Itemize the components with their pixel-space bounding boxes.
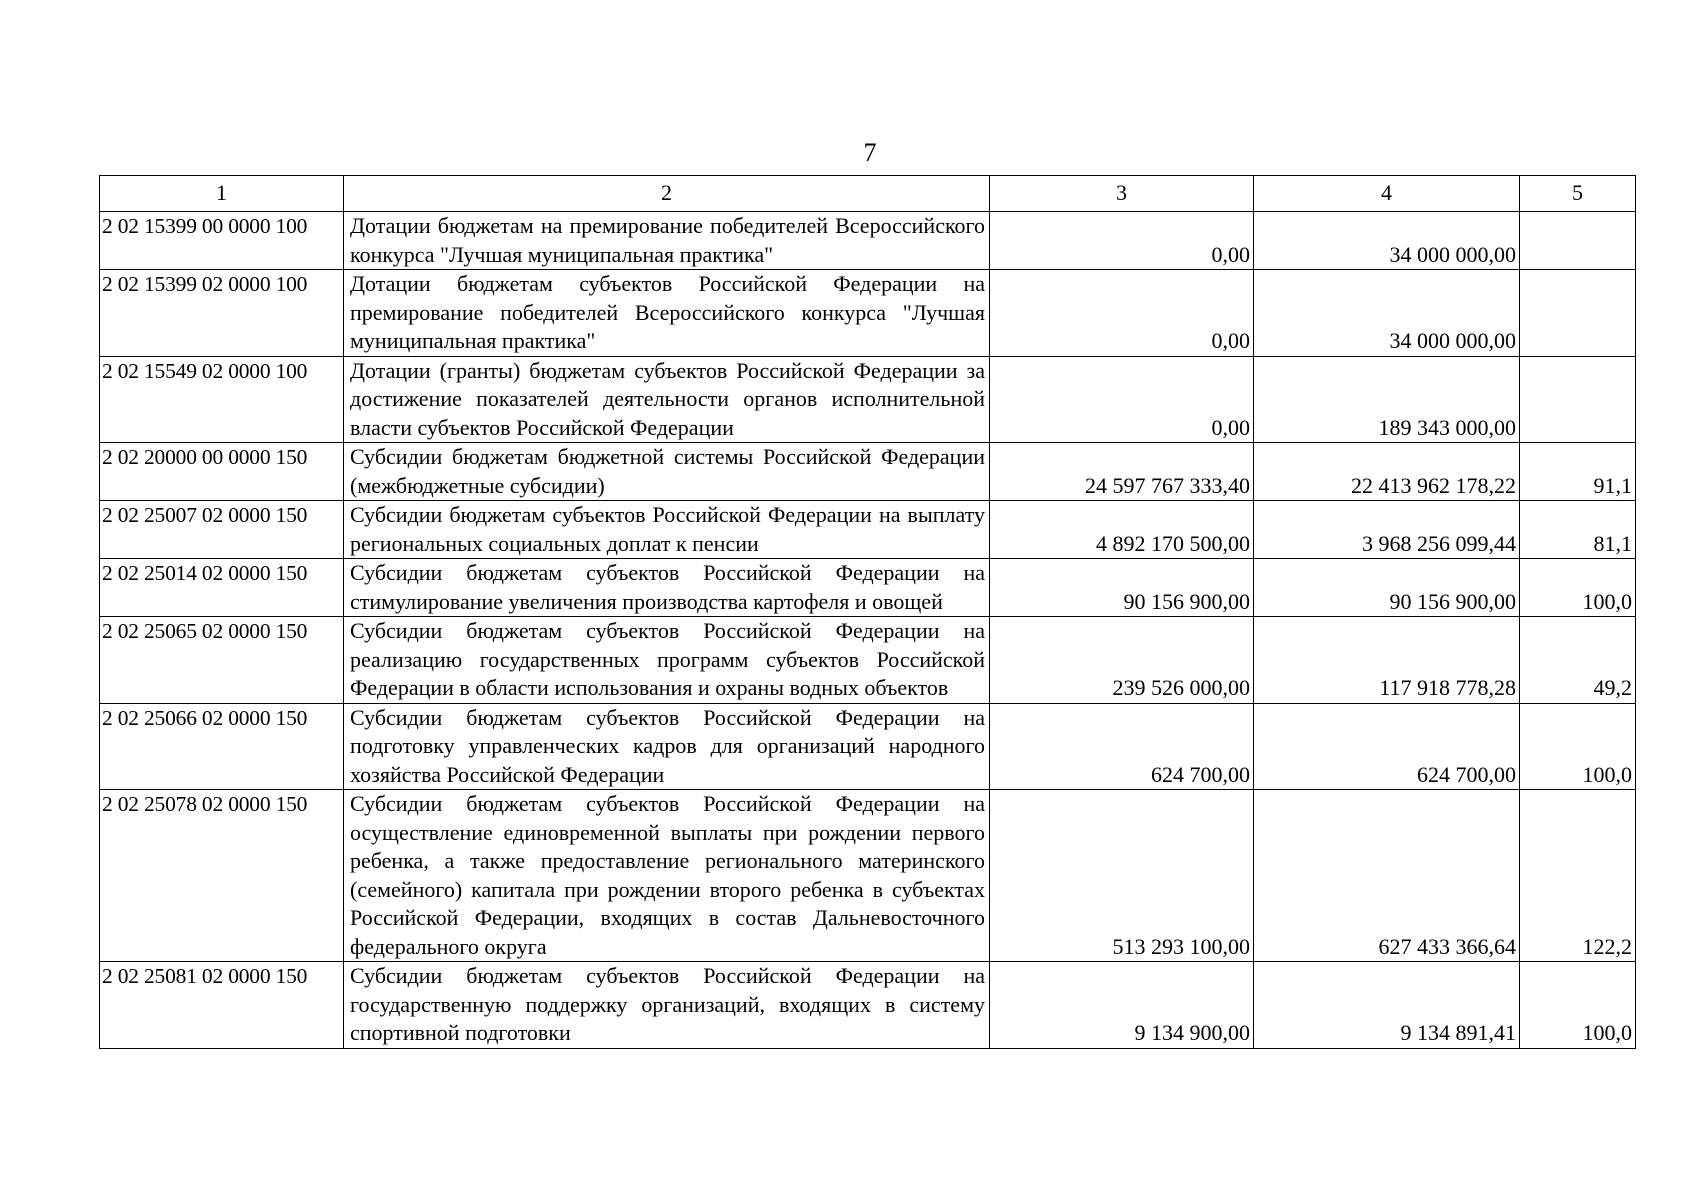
percent-cell: 81,1 [1520, 501, 1636, 559]
description-cell: Субсидии бюджетам субъектов Российской Федерации на осуществление единовременной выплаты при рождении первого ребенка, а также предоставление регионального материнского (семейного) капитала при рождении второго ребенка в субъектах Российской Федерации, входящих в состав Дальневосточного федерального округа [344, 790, 990, 962]
percent-cell: 122,2 [1520, 790, 1636, 962]
budget-code-cell: 2 02 25007 02 0000 150 [100, 501, 344, 559]
actual-amount-cell: 627 433 366,64 [1254, 790, 1520, 962]
percent-cell: 100,0 [1520, 703, 1636, 790]
budget-code-cell: 2 02 25066 02 0000 150 [100, 703, 344, 790]
planned-amount-cell: 513 293 100,00 [990, 790, 1254, 962]
description-cell: Субсидии бюджетам субъектов Российской Федерации на подготовку управленческих кадров для организаций народного хозяйства Российской Федерации [344, 703, 990, 790]
budget-code-cell: 2 02 15399 00 0000 100 [100, 212, 344, 270]
planned-amount-cell: 4 892 170 500,00 [990, 501, 1254, 559]
column-header-4: 4 [1254, 176, 1520, 212]
actual-amount-cell: 90 156 900,00 [1254, 559, 1520, 617]
page-number: 7 [863, 138, 877, 167]
planned-amount-cell: 0,00 [990, 270, 1254, 357]
table-row [100, 356, 1636, 443]
table-row [100, 443, 1636, 501]
description-cell: Субсидии бюджетам субъектов Российской Федерации на стимулирование увеличения производства картофеля и овощей [344, 559, 990, 617]
column-header-2: 2 [344, 176, 990, 212]
table-row [100, 790, 1636, 962]
description-cell: Субсидии бюджетам субъектов Российской Федерации на реализацию государственных программ субъектов Российской Федерации в области использования и охраны водных объектов [344, 617, 990, 704]
table-row [100, 501, 1636, 559]
percent-cell: 49,2 [1520, 617, 1636, 704]
percent-cell [1520, 270, 1636, 357]
planned-amount-cell: 9 134 900,00 [990, 962, 1254, 1049]
budget-table [99, 175, 1636, 1049]
budget-code-cell: 2 02 25065 02 0000 150 [100, 617, 344, 704]
planned-amount-cell: 24 597 767 333,40 [990, 443, 1254, 501]
budget-code-cell: 2 02 25014 02 0000 150 [100, 559, 344, 617]
table-row [100, 559, 1636, 617]
actual-amount-cell: 22 413 962 178,22 [1254, 443, 1520, 501]
budget-code-cell: 2 02 15399 02 0000 100 [100, 270, 344, 357]
budget-code-cell: 2 02 15549 02 0000 100 [100, 356, 344, 443]
description-cell: Дотации (гранты) бюджетам субъектов Российской Федерации за достижение показателей деятельности органов исполнительной власти субъектов Российской Федерации [344, 356, 990, 443]
description-cell: Дотации бюджетам субъектов Российской Федерации на премирование победителей Всероссийского конкурса "Лучшая муниципальная практика" [344, 270, 990, 357]
percent-cell: 100,0 [1520, 962, 1636, 1049]
planned-amount-cell: 624 700,00 [990, 703, 1254, 790]
percent-cell [1520, 212, 1636, 270]
actual-amount-cell: 9 134 891,41 [1254, 962, 1520, 1049]
column-header-3: 3 [990, 176, 1254, 212]
table-row [100, 703, 1636, 790]
percent-cell [1520, 356, 1636, 443]
description-cell: Субсидии бюджетам субъектов Российской Федерации на выплату региональных социальных доплат к пенсии [344, 501, 990, 559]
description-cell: Субсидии бюджетам субъектов Российской Федерации на государственную поддержку организаций, входящих в систему спортивной подготовки [344, 962, 990, 1049]
planned-amount-cell: 0,00 [990, 212, 1254, 270]
actual-amount-cell: 34 000 000,00 [1254, 212, 1520, 270]
actual-amount-cell: 34 000 000,00 [1254, 270, 1520, 357]
table-row [100, 212, 1636, 270]
description-cell: Дотации бюджетам на премирование победителей Всероссийского конкурса "Лучшая муниципальная практика" [344, 212, 990, 270]
planned-amount-cell: 239 526 000,00 [990, 617, 1254, 704]
table-row [100, 270, 1636, 357]
actual-amount-cell: 189 343 000,00 [1254, 356, 1520, 443]
budget-code-cell: 2 02 20000 00 0000 150 [100, 443, 344, 501]
table-row [100, 962, 1636, 1049]
budget-code-cell: 2 02 25078 02 0000 150 [100, 790, 344, 962]
table-row [100, 617, 1636, 704]
column-header-5: 5 [1520, 176, 1636, 212]
table-header [100, 176, 1636, 212]
header-row [100, 176, 1636, 212]
budget-code-cell: 2 02 25081 02 0000 150 [100, 962, 344, 1049]
actual-amount-cell: 624 700,00 [1254, 703, 1520, 790]
column-header-1: 1 [100, 176, 344, 212]
planned-amount-cell: 0,00 [990, 356, 1254, 443]
percent-cell: 91,1 [1520, 443, 1636, 501]
planned-amount-cell: 90 156 900,00 [990, 559, 1254, 617]
actual-amount-cell: 3 968 256 099,44 [1254, 501, 1520, 559]
percent-cell: 100,0 [1520, 559, 1636, 617]
actual-amount-cell: 117 918 778,28 [1254, 617, 1520, 704]
description-cell: Субсидии бюджетам бюджетной системы Российской Федерации (межбюджетные субсидии) [344, 443, 990, 501]
table-body [100, 212, 1636, 1049]
